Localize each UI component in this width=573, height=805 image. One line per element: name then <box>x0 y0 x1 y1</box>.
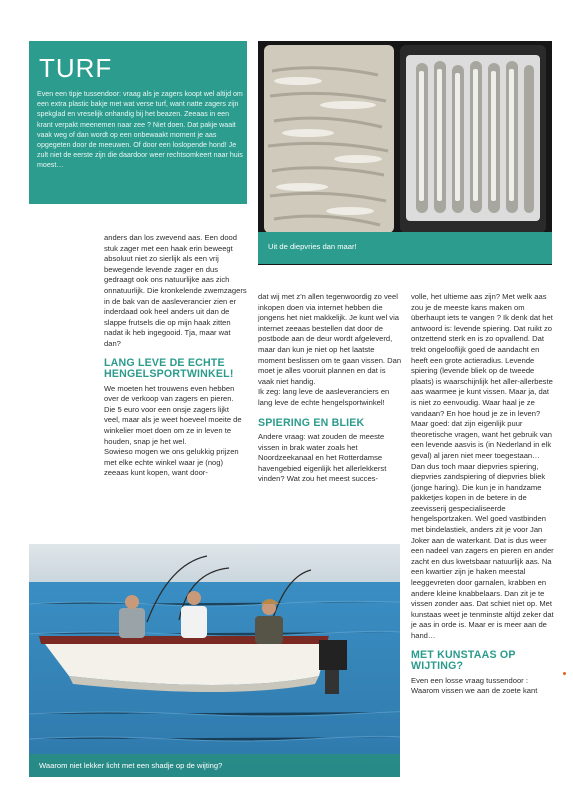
col3-heading: MET KUNSTAAS OP WIJTING? <box>411 648 516 673</box>
col2-paragraph-3: Andere vraag: wat zouden de meeste vissen in brak water zoals het Noordzeekanaal en het Rotterdamse havengebied eigenlijk het allerlekkerst vinden? Wat zou het meest succes- <box>258 432 387 484</box>
photo2-caption-bar <box>29 754 400 777</box>
col1-paragraph-2: We moeten het trouwens even hebben over de verkoop van zagers en pieren. Die 5 euro voor een onsje zagers lijkt veel, maar als je weet hoeveel moeite de winkelier moet doen om ze in leven te houden, snap je het wel. <box>104 383 242 446</box>
col1-paragraph-3: Sowieso mogen we ons gelukkig prijzen met elke echte winkel waar je (nog) zeeaas kunt kopen, want door- <box>104 447 239 478</box>
col2-paragraph-2: Ik zeg: lang leve de aasleveranciers en lang leve de echte hengelsportwinkel! <box>258 387 390 407</box>
col3-paragraph-2: Dan dus toch maar diepvries spiering, diepvries zandspiering of diepvries bliek (jonge haring). Die kun je in handzame pakketjes kopen in de betere in de zeevisserij gespecialiseerde hengelsportzaken. Wel goed vastbinden met bindelastiek, anders zit je voor Jan Joker aan de waterkant. Dat is dus weer een nadeel van zagers en pieren en ander zacht en dus kwetsbaar natuurlijk aas. Na een kwartier zijn je haken meestal leeggevreten door garnalen, krabben en andere kleine knabbelaars. Dan zit je te vissen zonder aas. Dat schiet niet op. Met kunstaas weet je tenminste altijd zeker dat je aas in orde is. Maar er is meer aan de hand… <box>411 461 554 640</box>
column-3 <box>411 292 554 697</box>
column-2 <box>258 292 402 485</box>
col3-paragraph-1: volle, het ultieme aas zijn? Met welk aas zou je de meeste kans maken om überhaupt iets te vangen ? Ik denk dat het antwoord is: levende spiering. Dat ruikt zo ontzettend sterk en is zo opvallend. Dat trekt ongelooflijk goed de aandacht en heeft een grote actieradius. Levende spiering (levende bliek op de tweede plaats) is waarschijnlijk het aller-allerbeste aas waarmee je kunt vissen. Maar ja, dat is niet zo eenvoudig. Waar haal je ze vandaan? En hoe houd je ze in leven? Maar goed: dat zijn eigenlijk puur theoretische vragen, want het gebruik van een levende aasvis is (in Nederland in elk geval) al jaren niet meer toegestaan… <box>411 292 553 460</box>
col1-heading: LANG LEVE DE ECHTE HENGELSPORTWINKEL! <box>104 356 234 381</box>
col2-heading: SPIERING EN BLIEK <box>258 416 365 429</box>
boat-fishing-photo <box>29 544 400 777</box>
photo1-caption-bar <box>258 232 552 264</box>
col2-paragraph-1: dat wij met z'n allen tegenwoordig zo veel inkopen doen via internet hebben die jongens het niet makkelijk. Je kunt wel via internet zeeaas bestellen dat door de postbode aan de deur wordt afgeleverd, maar dan kun je niet op het laatste moment beslissen om te gaan vissen. Dan moet je alles vooruit plannen en dat is vaak niet handig. <box>258 292 402 386</box>
column-1 <box>104 233 247 479</box>
col1-paragraph-1: anders dan los zwevend aas. Een dood stuk zager met een haak erin beweegt absoluut niet zo sierlijk als een vrij bewegende levende zager en dus gedraagt ook ons natuurlijke aas zich onnatuurlijk. Die kronkelende zwemzagers in de bak van de aasleverancier zien er inderdaad ook heel anders uit dan de slappe frutsels die op mijn haak zitten nadat ik heb ingegooid. Tja, maar wat dan? <box>104 233 247 348</box>
turf-title: TURF <box>39 53 113 83</box>
turf-sidebar-box <box>29 41 247 204</box>
turf-text: Even een tipje tussendoor: vraag als je zagers koopt wel altijd om een extra plastic bakje met wat verse turf, want natte zagers zijn spekglad en vreselijk onhandig bij het beazen. Zeeaas in een krant verpakt meenemen naar zee ? Niet doen. Dat pakje waait vaak weg of dan wordt op een onbewaakt moment je aas opgegeten door de meeuwen. Of door een loslopende hond! Je zult niet de eerste zijn die daardoor weer rechtsomkeert naar huis moest… <box>37 90 243 170</box>
photo2-caption: Waarom niet lekker licht met een shadje op de wijting? <box>39 761 223 770</box>
boat-illustration <box>29 544 400 777</box>
decorative-dot <box>563 672 566 675</box>
photo1-caption: Uit de diepvries dan maar! <box>268 242 357 251</box>
col3-paragraph-3: Even een losse vraag tussendoor : Waarom vissen we aan de zoete kant <box>411 675 538 696</box>
